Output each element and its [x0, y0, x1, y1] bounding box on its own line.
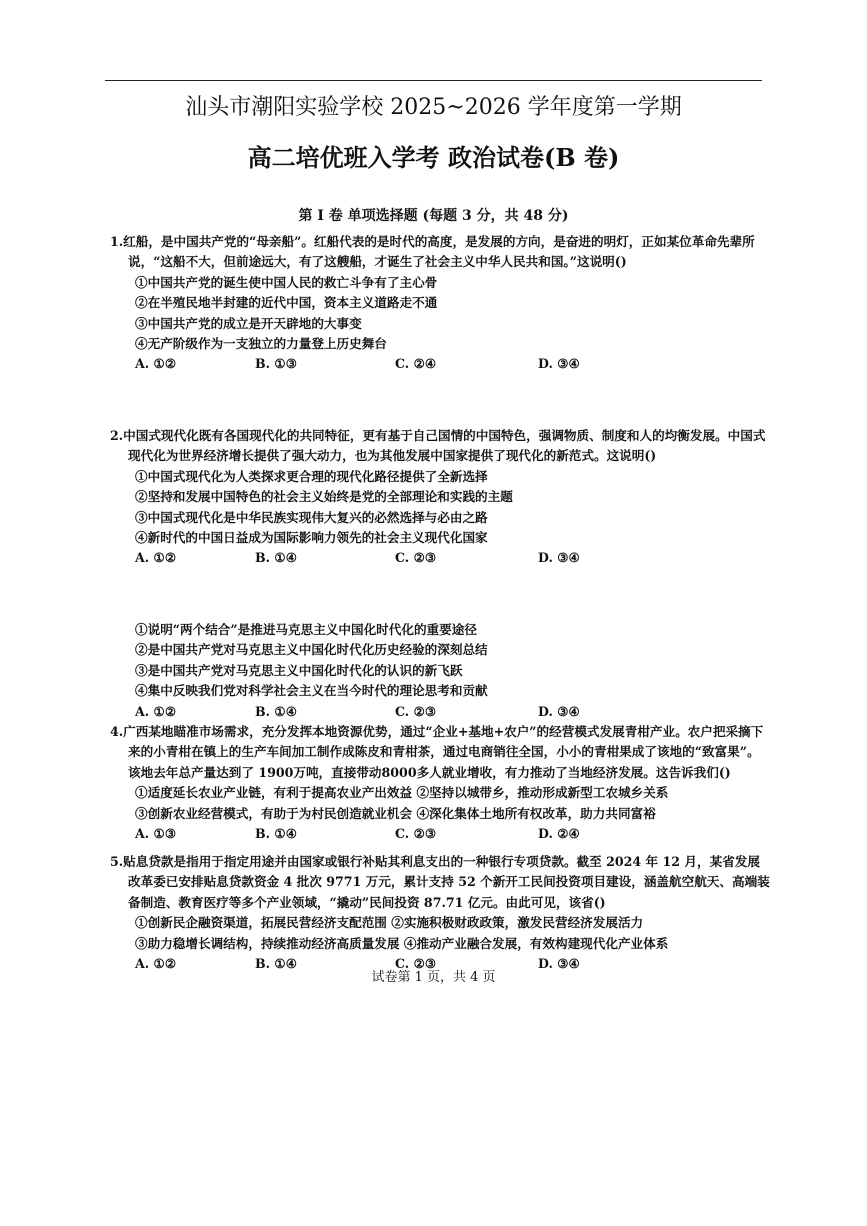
- statement-option: ①中国式现代化为人类探求更合理的现代化路径提供了全新选择: [135, 468, 488, 484]
- statement-option: ④集中反映我们党对科学社会主义在当今时代的理论思考和贡献: [135, 683, 488, 699]
- choice-b: B. ①③: [255, 356, 297, 372]
- choice-c: C. ②③: [395, 703, 437, 719]
- question-stem: 4.广西某地瞄准市场需求，充分发挥本地资源优势，通过“企业+基地+农户”的经营模式发展青柑产业。农户把采摘下来的小青柑在镇上的生产车间加工制作成陈皮和青柑茶，通过电商销往全国，小小的青柑果成了该地的“致富果”。该地去年总产量达到了 1900万吨，直接带动8000多人就业增收，有力推动了当地经济发展。这告诉我们(): [110, 724, 764, 780]
- question-stem: 1.红船，是中国共产党的“母亲船”。红船代表的是时代的高度，是发展的方向，是奋进的明灯，正如某位革命先辈所说，“这船不大，但前途远大，有了这艘船，才诞生了社会主义中华人民共和国。”这说明(): [110, 234, 755, 270]
- statement-option: ①创新民企融资渠道，拓展民营经济支配范围 ②实施积极财政政策，激发民营经济发展活力: [135, 915, 644, 931]
- choice-b: B. ①④: [255, 826, 297, 842]
- question-4: [110, 722, 770, 844]
- statement-option: ①中国共产党的诞生使中国人民的救亡斗争有了主心骨: [135, 274, 438, 290]
- question-stem: 5.贴息贷款是指用于指定用途并由国家或银行补贴其利息支出的一种银行专项贷款。截至 2024 年 12 月，某省发展改革委已安排贴息贷款资金 4 批次 9771 万元，累计支持 52 个新开工民间投资项目建设，涵盖航空航天、高端装备制造、教育医疗等多个产业领域，“撬动”民间投资 87.71 亿元。由此可见，该省(): [110, 854, 770, 910]
- choice-a: A. ①②: [135, 956, 177, 972]
- choice-d: D. ③④: [538, 356, 580, 372]
- answer-choices: [110, 702, 770, 722]
- answer-choices: [110, 548, 770, 568]
- choice-a: A. ①②: [135, 550, 177, 566]
- question-stem: 2.中国式现代化既有各国现代化的共同特征，更有基于自己国情的中国特色，强调物质、制度和人的均衡发展。中国式现代化为世界经济增长提供了强大动力，也为其他发展中国家提供了现代化的新范式。这说明(): [110, 428, 766, 464]
- exam-title: 高二培优班入学考 政治试卷(B 卷): [247, 143, 620, 172]
- question-1: [110, 232, 770, 375]
- choice-c: C. ②③: [395, 550, 437, 566]
- statement-option: ④无产阶级作为一支独立的力量登上历史舞台: [135, 336, 387, 352]
- question-5: [110, 852, 770, 974]
- answer-choices: [110, 354, 770, 374]
- choice-b: B. ①④: [255, 956, 297, 972]
- statement-option: ①说明“两个结合”是推进马克思主义中国化时代化的重要途径: [135, 622, 477, 637]
- choice-c: C. ②③: [395, 826, 437, 842]
- choice-d: D. ③④: [538, 703, 580, 719]
- choice-a: A. ①②: [135, 356, 177, 372]
- statement-option: ③中国式现代化是中华民族实现伟大复兴的必然选择与必由之路: [135, 509, 488, 525]
- choice-c: C. ②④: [395, 356, 437, 372]
- page-footer: 试卷第 1 页，共 4 页: [371, 970, 496, 985]
- statement-option: ②是中国共产党对马克思主义中国化时代化历史经验的深刻总结: [135, 642, 488, 658]
- choice-b: B. ①④: [255, 550, 297, 566]
- statement-option: ③是中国共产党对马克思主义中国化时代化的认识的新飞跃: [135, 662, 463, 678]
- choice-d: D. ②④: [538, 826, 580, 842]
- choice-a: A. ①②: [135, 703, 177, 719]
- school-title: 汕头市潮阳实验学校 2025~2026 学年度第一学期: [185, 95, 682, 120]
- choice-a: A. ①③: [135, 826, 177, 842]
- question-3: [110, 620, 770, 722]
- answer-choices: [110, 824, 770, 844]
- statement-option: ②在半殖民地半封建的近代中国，资本主义道路走不通: [135, 295, 438, 311]
- statement-option: ②坚持和发展中国特色的社会主义始终是党的全部理论和实践的主题: [135, 489, 513, 505]
- question-2: [110, 426, 770, 569]
- header-rule: [105, 80, 762, 81]
- choice-d: D. ③④: [538, 550, 580, 566]
- statement-option: ④新时代的中国日益成为国际影响力领先的社会主义现代化国家: [135, 530, 488, 546]
- choice-c: C. ②③: [395, 956, 437, 972]
- choice-d: D. ③④: [538, 956, 580, 972]
- choice-b: B. ①④: [255, 703, 297, 719]
- statement-option: ③中国共产党的成立是开天辟地的大事变: [135, 315, 362, 331]
- statement-option: ③创新农业经营模式，有助于为村民创造就业机会 ④深化集体土地所有权改革，助力共同富裕: [135, 805, 656, 821]
- section-title: 第 I 卷 单项选择题 (每题 3 分，共 48 分): [298, 208, 569, 224]
- statement-option: ③助力稳增长调结构，持续推动经济高质量发展 ④推动产业融合发展，有效构建现代化产业体系: [135, 935, 669, 951]
- statement-option: ①适度延长农业产业链，有利于提高农业产出效益 ②坚持以城带乡，推动形成新型工农城乡关系: [135, 785, 669, 801]
